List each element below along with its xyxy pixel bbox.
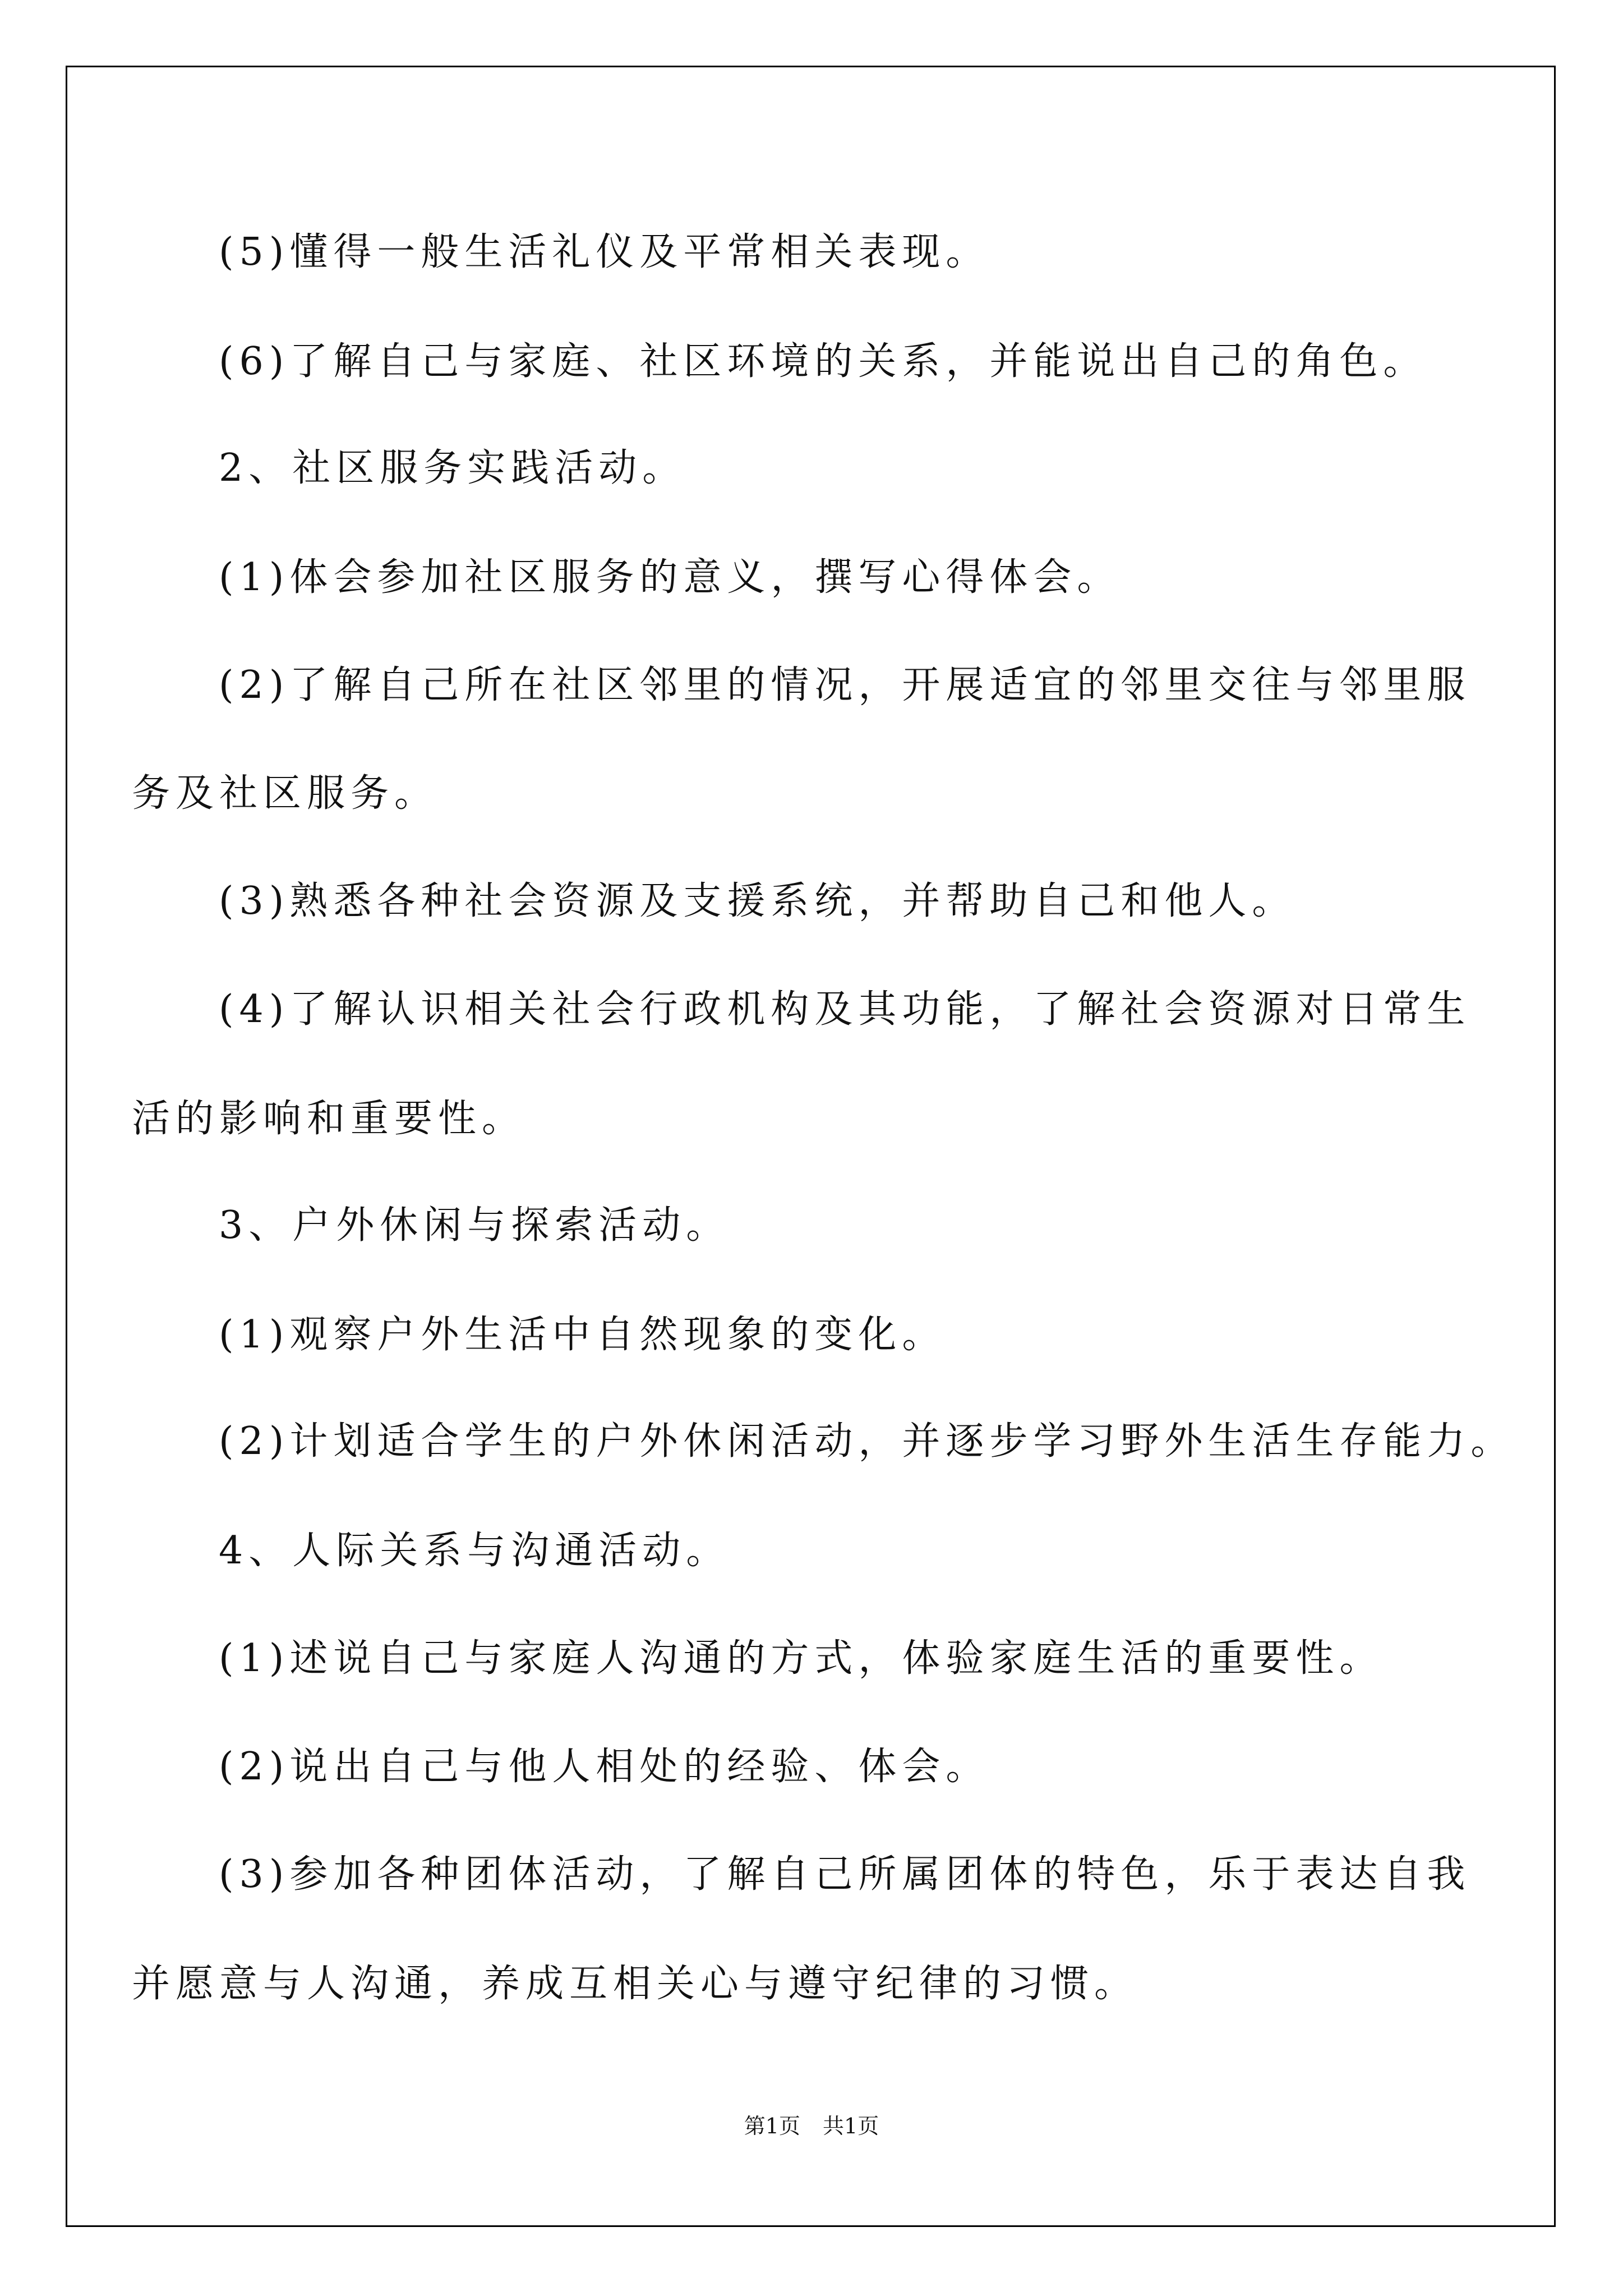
text-line: (6)了解自己与家庭、社区环境的关系，并能说出自己的角色。 [219, 339, 1427, 384]
text-line: (1)述说自己与家庭人沟通的方式，体验家庭生活的重要性。 [219, 1636, 1384, 1681]
page-footer [0, 2112, 1623, 2140]
text-line: (1)体会参加社区服务的意义，撰写心得体会。 [219, 555, 1121, 600]
section-heading: 2、社区服务实践活动。 [219, 446, 686, 490]
page-number: 第1页 [744, 2114, 800, 2138]
text-line: (2)了解自己所在社区邻里的情况，开展适宜的邻里交往与邻里服 [219, 663, 1471, 707]
text-line: 活的影响和重要性。 [132, 1097, 526, 1141]
section-heading: 4、人际关系与沟通活动。 [219, 1529, 730, 1573]
page-total: 共1页 [823, 2114, 879, 2138]
text-line: (2)说出自己与他人相处的经验、体会。 [219, 1745, 990, 1789]
text-line: (1)观察户外生活中自然现象的变化。 [219, 1313, 946, 1357]
page-border [66, 66, 1556, 2227]
text-line: (3)熟悉各种社会资源及支援系统，并帮助自己和他人。 [219, 879, 1296, 923]
text-line: (4)了解认识相关社会行政机构及其功能，了解社会资源对日常生 [219, 987, 1471, 1032]
text-line: (3)参加各种团体活动，了解自己所属团体的特色，乐于表达自我 [219, 1852, 1471, 1897]
text-line: 并愿意与人沟通，养成互相关心与遵守纪律的习惯。 [132, 1962, 1138, 2006]
text-line: (2)计划适合学生的户外休闲活动，并逐步学习野外生活生存能力。 [219, 1419, 1515, 1464]
section-heading: 3、户外休闲与探索活动。 [219, 1203, 730, 1248]
text-line: (5)懂得一般生活礼仪及平常相关表现。 [219, 230, 990, 274]
text-line: 务及社区服务。 [132, 771, 439, 816]
